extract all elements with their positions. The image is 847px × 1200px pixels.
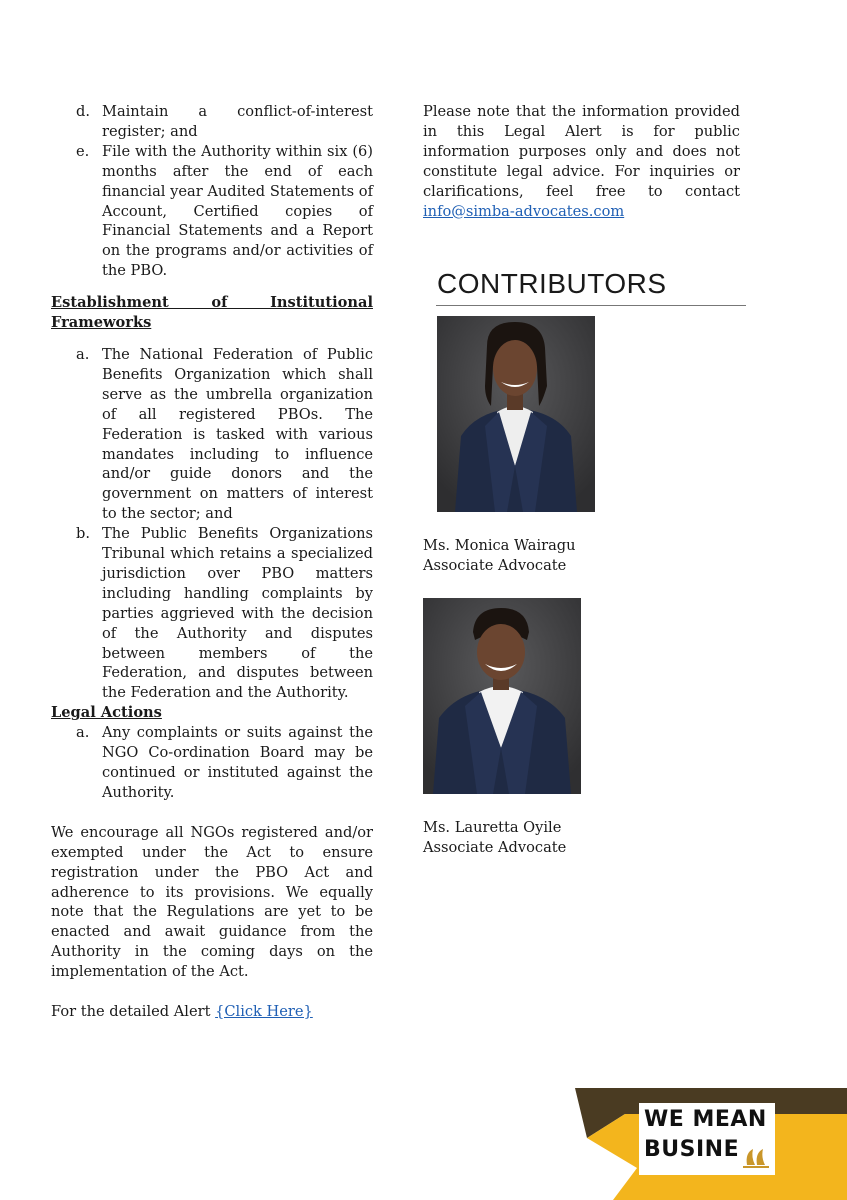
list-item-text: Any complaints or suits against the NGO Co-ordination Board may be continued or instituted against the Authority. [102, 724, 373, 801]
disclaimer-text: Please note that the information provided in this Legal Alert is for public information purposes only and does not constitute legal advice. For inquiries or clarifications, feel free to contact [423, 103, 740, 200]
contributor-photo-monica [437, 316, 595, 512]
obligations-list [51, 102, 373, 281]
click-here-link[interactable]: {Click Here} [215, 1003, 313, 1021]
legal-actions-list [51, 723, 373, 803]
email-link[interactable]: info@simba-advocates.com [423, 202, 625, 220]
left-column [51, 102, 373, 1022]
list-item [51, 102, 373, 142]
section-heading-institutional: Establishment of Institutional Frameworks [51, 294, 373, 332]
contributor-role: Associate Advocate [423, 557, 567, 574]
list-marker: e. [76, 142, 90, 160]
list-marker: a. [76, 345, 90, 363]
list-marker: d. [76, 103, 90, 120]
closing-paragraph: We encourage all NGOs registered and/or exempted under the Act to ensure registration under the PBO Act and adherence to its provisions. We equally note that the Regulations are yet to be enacted and await guidance from the Authority in the coming days on the implementation of the Act. [51, 823, 373, 981]
badge-line-1: WE MEAN [644, 1107, 767, 1132]
list-item-text: File with the Authority within six (6) months after the end of each financial year Audited Statements of Account, Certified copies of Financial Statements and a Report on the programs and/or activities of the PBO. [102, 142, 373, 280]
list-item [51, 723, 373, 803]
contributors-title: CONTRIBUTORS [437, 268, 667, 299]
list-item-text: Maintain a conflict-of-interest register; and [102, 103, 373, 140]
list-marker: b. [76, 525, 90, 543]
we-mean-business-badge [639, 1103, 775, 1175]
detailed-alert-line [51, 1002, 373, 1022]
list-item [51, 142, 373, 281]
section-heading-legal-actions: Legal Actions [51, 704, 162, 722]
contributor-caption-lauretta [423, 818, 566, 858]
list-marker: a. [76, 724, 90, 742]
contributor-caption-monica [423, 536, 576, 576]
contributor-role: Associate Advocate [423, 839, 567, 856]
contributors-divider [436, 305, 746, 306]
right-column [423, 102, 740, 221]
institutional-list [51, 345, 373, 703]
list-item [51, 345, 373, 524]
contributor-name: Ms. Lauretta Oyile [423, 819, 562, 836]
detailed-alert-prefix: For the detailed Alert [51, 1003, 216, 1021]
contributor-name: Ms. Monica Wairagu [423, 537, 576, 554]
list-item [51, 524, 373, 703]
firm-logo-icon [741, 1145, 771, 1169]
badge-line-2: BUSINE [644, 1137, 740, 1162]
list-item-text: The Public Benefits Organizations Tribunal which retains a specialized jurisdiction over PBO matters including handling complaints by parties aggrieved with the decision of the Authority and disputes between members of the Federation, and disputes between the Federation and the Authority. [102, 525, 373, 702]
list-item-text: The National Federation of Public Benefits Organization which shall serve as the umbrella organization of all registered PBOs. The Federation is tasked with various mandates including to influence and/or guide donors and the government on matters of interest to the sector; and [102, 345, 373, 523]
disclaimer-paragraph [423, 102, 740, 221]
contributor-photo-lauretta [423, 598, 581, 794]
